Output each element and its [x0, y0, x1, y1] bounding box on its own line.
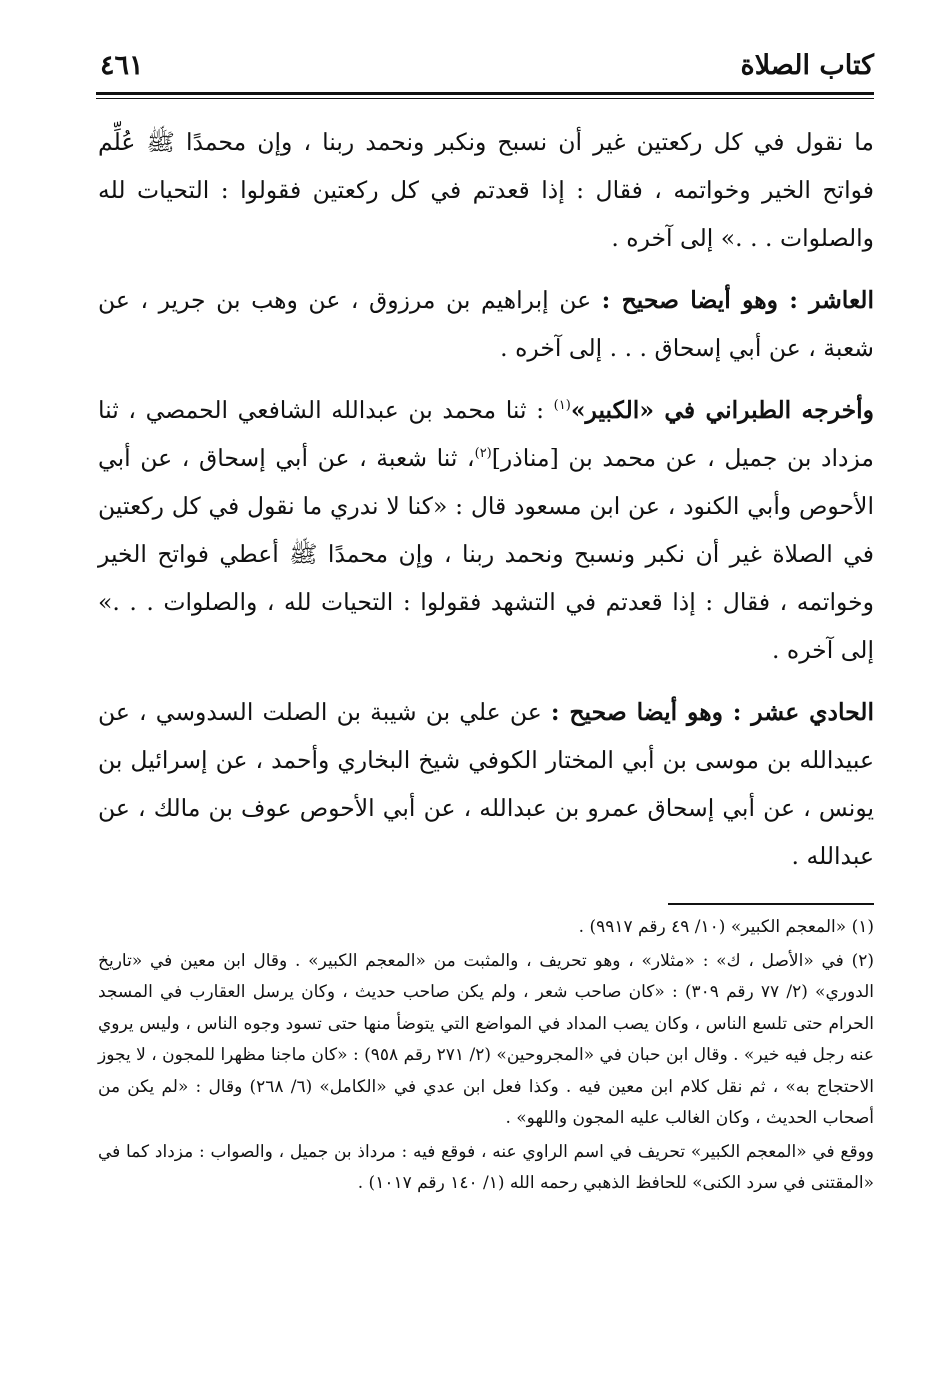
paragraph-1-text: ما نقول في كل ركعتين غير أن نسبح ونكبر ونحمد ربنا ، وإن محمدًا ﷺ عُلِّم فواتح الخير وخواتمه ، فقال : إذا قعدتم في كل ركعتين فقولوا : التحيات لله والصلوات . . .» إلى آخره . — [98, 128, 875, 252]
paragraph-4-lead: الحادي عشر : وهو أيضا صحيح : — [550, 698, 874, 726]
main-text — [98, 118, 874, 894]
header-rule-thick — [96, 92, 874, 95]
footnote-ref-2[interactable]: (٢) — [474, 446, 492, 462]
paragraph-2-lead: العاشر : وهو أيضا صحيح : — [601, 286, 874, 314]
paragraph-4-text: عن علي بن شيبة بن الصلت السدوسي ، عن عبيدالله بن موسى بن أبي المختار الكوفي شيخ البخاري وأحمد ، عن إسرائيل بن يونس ، عن أبي إسحاق عمرو بن عبدالله ، عن أبي الأحوص عوف بن مالك ، عن عبدالله . — [98, 698, 874, 870]
footnote-2: (٢) في «الأصل ، ك» : «مثلار» ، وهو تحريف ، والمثبت من «المعجم الكبير» . وقال ابن معين في «تاريخ الدوري» (٢/ ٧٧ رقم ٣٠٩) : «كان صاحب شعر ، ولم يكن صاحب حديث ، وكان يرسل العقارب في المسجد الحرام حتى تلسع الناس ، وكان يصب المداد في المواضع التي يتوضأ منها حتى تسود وجوه الناس ، وليس يروي عنه رجل فيه خير» . وقال ابن حبان في «المجروحين» (٢/ ٢٧١ رقم ٩٥٨) : «كان ماجنا مظهرا للمجون ، لا يجوز الاحتجاج به» ، ثم نقل كلام ابن معين فيه . وكذا فعل ابن عدي في «الكامل» (٦/ ٢٦٨) وقال : «لم يكن من أصحاب الحديث ، وكان الغالب عليه المجون واللهو» . — [98, 950, 874, 1128]
paragraph-3 — [98, 386, 874, 674]
footnote-ref-1[interactable]: (١) — [553, 398, 571, 414]
paragraph-2-text: عن إبراهيم بن مرزوق ، عن وهب بن جرير ، عن شعبة ، عن أبي إسحاق . . . إلى آخره . — [98, 286, 874, 362]
paragraph-4 — [98, 688, 874, 880]
paragraph-3-text-b: ، ثنا شعبة ، عن أبي إسحاق ، عن أبي الأحوص وأبي الكنود ، عن ابن مسعود قال : «كنا لا ندري ما نقول في كل ركعتين في الصلاة غير أن نكبر ونسبح ونحمد ربنا ، وإن محمدًا ﷺ أعطي فواتح الخير وخواتمه ، فقال : إذا قعدتم في التشهد فقولوا : التحيات لله ، والصلوات . . .» إلى آخره . — [98, 444, 874, 664]
footnote-separator — [668, 903, 874, 905]
footnote-2-continuation: ووقع في «المعجم الكبير» تحريف في اسم الراوي عنه ، فوقع فيه : مرداذ بن جميل ، والصواب : مزداد كما في «المقتنى في سرد الكنى» للحافظ الذهبي رحمه الله (١/ ١٤٠ رقم ١٠١٧) . — [98, 1141, 874, 1193]
running-header — [96, 40, 874, 92]
paragraph-3-lead: وأخرجه الطبراني في «الكبير» — [570, 396, 874, 424]
paragraph-1 — [98, 118, 874, 262]
page-number: ٤٦١ — [100, 50, 144, 81]
chapter-title: كتاب الصلاة — [740, 50, 874, 81]
paragraph-2 — [98, 276, 874, 372]
footnote-1: (١) «المعجم الكبير» (١٠/ ٤٩ رقم ٩٩١٧) . — [578, 917, 874, 937]
footnotes — [98, 912, 874, 1202]
paragraph-3-text-a: : ثنا محمد بن عبدالله الشافعي الحمصي ، ثنا مزداد بن جميل ، عن محمد بن [مناذر] — [98, 396, 874, 472]
header-rule-thin — [96, 98, 874, 99]
